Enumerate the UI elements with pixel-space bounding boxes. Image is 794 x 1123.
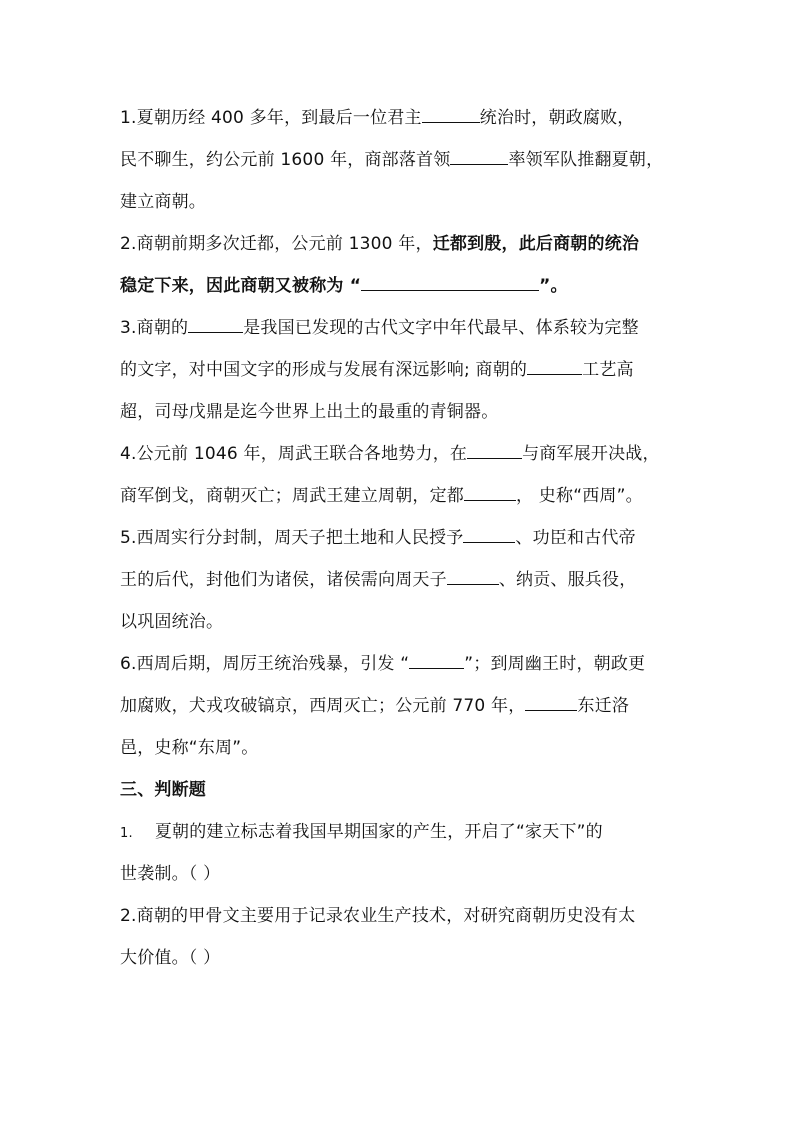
q4-blank-2[interactable]	[464, 484, 516, 501]
q6-text-2a: 加腐败，犬戎攻破镐京，西周灭亡；公元前 770 年，	[120, 696, 526, 716]
q2-text-2b: ”。	[539, 276, 568, 296]
q1-text-2b: 率领军队推翻夏朝，	[508, 150, 664, 170]
q5-text-1a: 5.西周实行分封制，周天子把土地和人民授予	[120, 528, 464, 548]
q1-text-1b: 统治时，朝政腐败，	[479, 108, 635, 128]
q3-text-2b: 工艺高	[582, 360, 634, 380]
q3-text-2a: 的文字，对中国文字的形成与发展有深远影响; 商朝的	[120, 360, 528, 380]
q5-line-3: 以巩固统治。	[120, 612, 224, 632]
q5-text-2a: 王的后代，封他们为诸侯，诸侯需向周天子	[120, 570, 447, 590]
q1-line-3: 建立商朝。	[120, 192, 206, 212]
judge-1-number: 1.	[120, 826, 133, 841]
q1-blank-1[interactable]	[422, 106, 480, 123]
q4-line-1	[120, 442, 660, 466]
q3-line-1	[120, 316, 639, 340]
q2-line-2	[120, 274, 568, 298]
q3-line-3: 超，司母戊鼎是迄今世界上出土的最重的青铜器。	[120, 402, 499, 422]
q5-blank-2[interactable]	[447, 568, 499, 585]
q2-text-2a: 稳定下来，因此商朝又被称为 “	[120, 276, 362, 296]
q4-text-2b: ， 史称“西周”。	[516, 486, 643, 506]
q6-blank-1[interactable]	[409, 652, 464, 669]
section-heading: 三、判断题	[120, 780, 206, 800]
q1-line-1	[120, 106, 635, 130]
q6-text-1b: ”；到周幽王时，朝政更	[464, 654, 646, 674]
q2-blank-1[interactable]	[361, 274, 539, 291]
q5-line-1	[120, 526, 636, 550]
q5-line-2	[120, 568, 636, 592]
q1-line-2	[120, 148, 663, 172]
q3-blank-2[interactable]	[527, 358, 582, 375]
q5-text-1b: 、功臣和古代帝	[515, 528, 636, 548]
q5-text-2b: 、纳贡、服兵役，	[498, 570, 637, 590]
judge-1-line-1	[120, 820, 603, 844]
q3-line-2	[120, 358, 634, 382]
q4-text-1b: 与商军展开决战，	[522, 444, 660, 464]
q1-text-1a: 1.夏朝历经 400 多年，到最后一位君主	[120, 108, 422, 128]
q2-text-1a: 2.商朝前期多次迁都，公元前 1300 年，	[120, 234, 433, 254]
q5-blank-1[interactable]	[463, 526, 515, 543]
q4-line-2	[120, 484, 643, 508]
q1-blank-2[interactable]	[450, 148, 508, 165]
q6-blank-2[interactable]	[525, 694, 577, 711]
q4-text-1a: 4.公元前 1046 年，周武王联合各地势力，在	[120, 444, 468, 464]
q4-text-2a: 商军倒戈，商朝灭亡；周武王建立周朝，定都	[120, 486, 464, 506]
q6-line-1	[120, 652, 645, 676]
q3-text-1a: 3.商朝的	[120, 318, 189, 338]
q6-text-1a: 6.西周后期，周厉王统治残暴，引发 “	[120, 654, 410, 674]
q4-blank-1[interactable]	[467, 442, 522, 459]
q2-line-1	[120, 232, 639, 256]
judge-1-line-2: 世袭制。（ ）	[120, 864, 221, 884]
q6-line-3: 邑，史称“东周”。	[120, 738, 259, 758]
judge-2-line-2: 大价值。（ ）	[120, 948, 221, 968]
q3-text-1b: 是我国已发现的古代文字中年代最早、体系较为完整	[243, 318, 639, 338]
q2-text-1b: 迁都到殷，此后商朝的统治	[432, 234, 640, 254]
judge-1-text-1: 夏朝的建立标志着我国早期国家的产生，开启了“家天下”的	[154, 822, 603, 842]
q6-text-2b: 东迁洛	[577, 696, 630, 716]
q1-text-2a: 民不聊生，约公元前 1600 年，商部落首领	[120, 150, 451, 170]
judge-2-line-1: 2.商朝的甲骨文主要用于记录农业生产技术，对研究商朝历史没有太	[120, 906, 636, 926]
q6-line-2	[120, 694, 629, 718]
q3-blank-1[interactable]	[188, 316, 243, 333]
